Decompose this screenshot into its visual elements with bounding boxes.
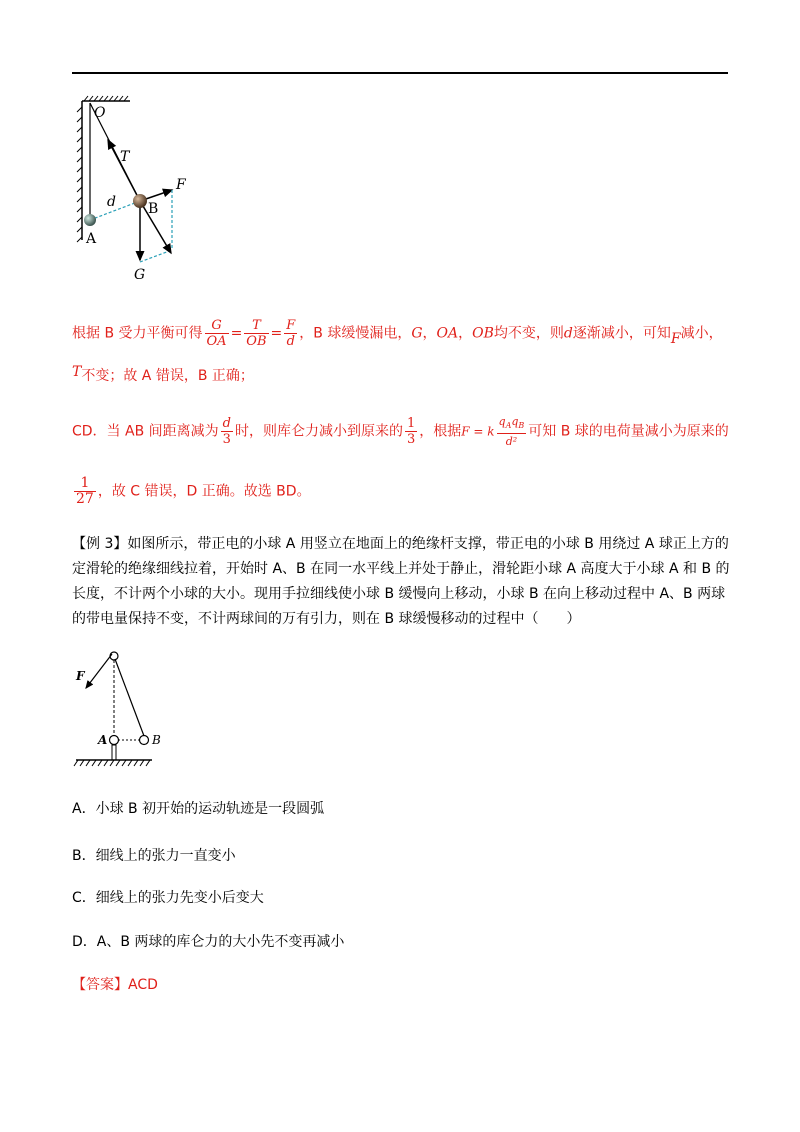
text: 可知 B 球的电荷量减小为原来的 xyxy=(528,423,729,440)
answer-tag: 【答案】 xyxy=(72,977,128,993)
figure-pulley-setup xyxy=(72,648,182,773)
text: CD．当 AB 间距离减为 xyxy=(72,423,219,440)
num: T xyxy=(244,318,268,334)
den: 3 xyxy=(222,432,231,448)
num: d xyxy=(222,416,231,432)
var: F xyxy=(670,330,681,347)
fraction-coulomb xyxy=(497,414,527,449)
example-3-question xyxy=(72,532,732,632)
header-rule xyxy=(72,72,728,74)
fraction-G-OA xyxy=(205,318,229,349)
label-O: O xyxy=(94,105,106,121)
solution-line-2 xyxy=(72,366,254,386)
figure-pendulum-forces xyxy=(72,95,212,285)
label-B: B xyxy=(148,201,159,217)
option-b: B．细线上的张力一直变小 xyxy=(72,848,236,864)
label-F: F xyxy=(176,177,186,193)
var: T xyxy=(72,364,82,380)
sub: B xyxy=(518,421,525,431)
example-text: 如图所示，带正电的小球 A 用竖立在地面上的绝缘杆支撑，带正电的小球 B 用绕过 A 球正上方的定滑轮的绝缘细线拉着，开始时 A、B 在同一水平线上并处于静止，滑轮距小球 A 高度大于小球 A 和 B 的长度，不计两个小球的大小。现用手拉细线使小球 B 缓慢向上移动，小球 B 在向上移动过程中 A、B 两球的带电量保持不变，不计两球间的万有引力，则在 B 球缓慢移动的过程中（ ） xyxy=(72,536,730,627)
text: 时，则库仑力减小到原来的 xyxy=(234,423,403,440)
solution-line-3 xyxy=(72,414,729,449)
solution-line-4 xyxy=(72,476,311,507)
num: F xyxy=(286,318,296,333)
answer-value: ACD xyxy=(128,977,158,993)
fraction-T-OB xyxy=(244,318,268,349)
text: ，故 C 错误，D 正确。故选 BD。 xyxy=(97,483,311,500)
formula-lhs: F = k xyxy=(461,424,495,439)
label-A: A xyxy=(86,231,97,247)
option-d: D．A、B 两球的库仑力的大小先不变再减小 xyxy=(72,934,345,950)
text: 减小， xyxy=(680,325,723,342)
num: G xyxy=(205,318,229,334)
den: 3 xyxy=(406,432,416,448)
label-G: G xyxy=(134,267,146,283)
fraction-1-3 xyxy=(405,416,417,447)
text: ，根据 xyxy=(419,423,462,440)
den: OA xyxy=(206,334,227,349)
q: q xyxy=(498,415,506,428)
den: d² xyxy=(505,435,518,449)
fraction-F-d xyxy=(284,318,297,349)
var: d xyxy=(563,325,573,342)
den: OB xyxy=(246,334,267,349)
sub: A xyxy=(505,421,512,431)
text: ，B 球缓慢漏电， xyxy=(299,325,412,342)
num: 1 xyxy=(74,476,96,492)
answer xyxy=(72,974,158,994)
eq: = xyxy=(230,325,243,342)
sep: ， xyxy=(422,325,437,342)
text: 均不变，则 xyxy=(493,325,564,342)
var: OA xyxy=(436,325,459,342)
label-d: d xyxy=(107,194,116,210)
var: OB xyxy=(472,325,494,342)
label-F: F xyxy=(76,669,85,683)
fraction-d-3 xyxy=(221,416,233,447)
option-c: C．细线上的张力先变小后变大 xyxy=(72,890,264,906)
text: 逐渐减小，可知 xyxy=(572,325,671,342)
solution-line-1 xyxy=(72,318,723,349)
fraction-1-27 xyxy=(74,476,96,507)
eq: = xyxy=(270,325,283,342)
text: 根据 B 受力平衡可得 xyxy=(72,325,203,342)
sep: ， xyxy=(458,325,473,342)
label-A: A xyxy=(98,733,108,747)
example-tag: 【例 3】 xyxy=(72,536,128,552)
label-T: T xyxy=(120,149,130,165)
option-a: A．小球 B 初开始的运动轨迹是一段圆弧 xyxy=(72,801,325,817)
den: d xyxy=(286,334,295,349)
text: 不变；故 A 错误，B 正确； xyxy=(81,368,254,384)
var: G xyxy=(411,325,423,342)
num: 1 xyxy=(406,416,416,432)
label-B: B xyxy=(152,733,161,747)
den: 27 xyxy=(76,491,94,507)
q: q xyxy=(511,415,519,428)
